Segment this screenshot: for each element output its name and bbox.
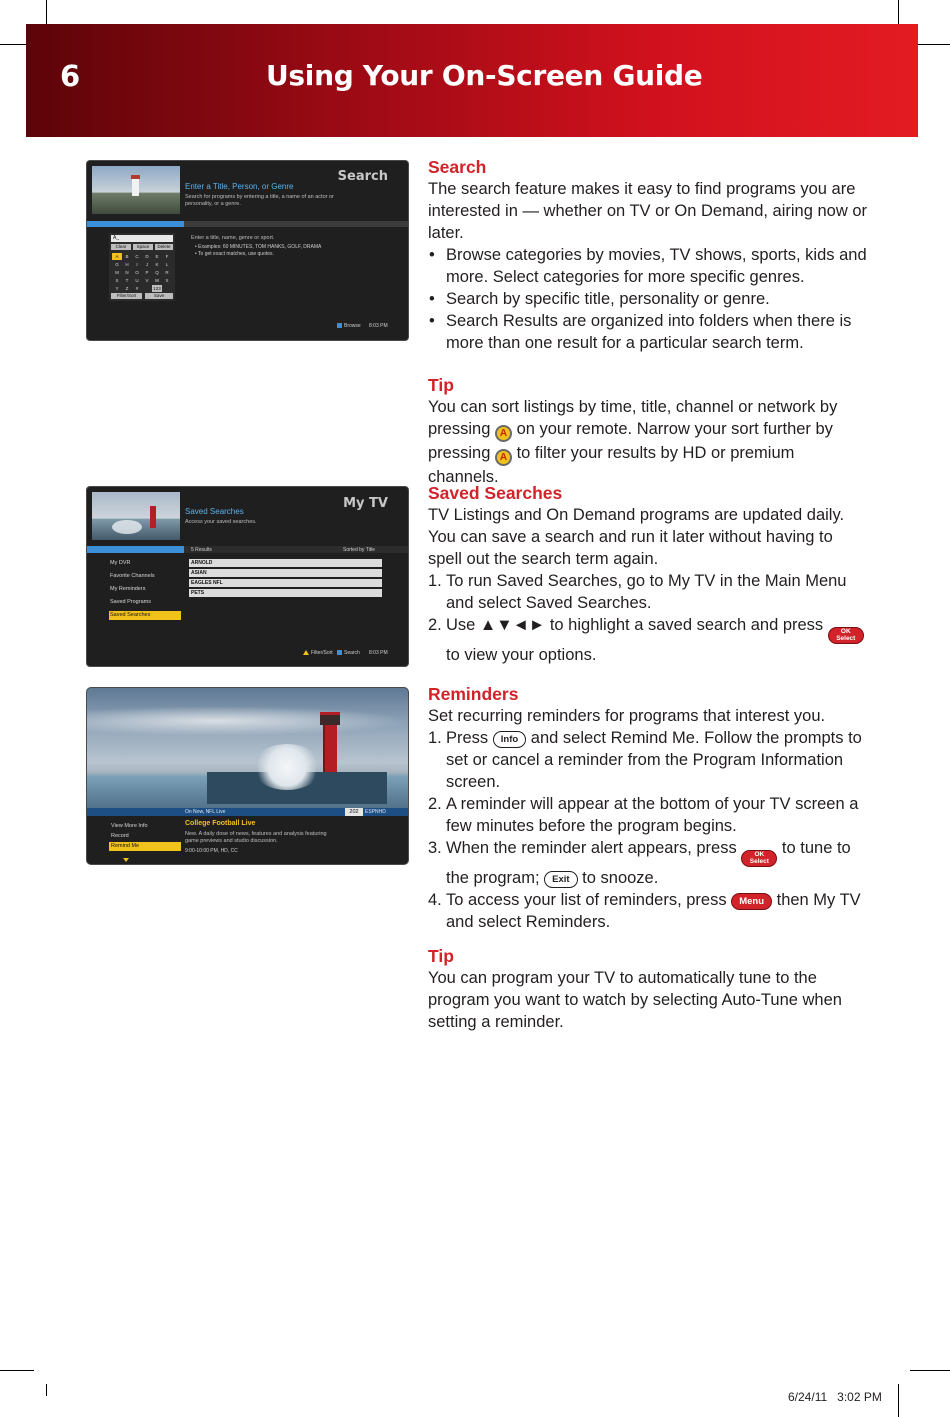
tip-text: You can sort listings by time, title, channel or network by pressing (428, 398, 838, 438)
keyboard-key[interactable]: D (145, 254, 149, 259)
step-text: and select Remind Me. Follow the prompts to set or cancel a reminder from the Program Information screen. (446, 729, 862, 791)
select-label: Select (749, 858, 769, 865)
chevron-down-icon (123, 858, 129, 862)
keyboard-key[interactable]: Q (155, 270, 159, 275)
mytv-menu-item[interactable]: My DVR (110, 560, 131, 566)
crop-mark (898, 1384, 899, 1417)
saved-searches-section (428, 482, 868, 666)
search-input[interactable]: A_ (111, 235, 173, 242)
saved-searches-heading-text: Saved Searches (428, 483, 563, 503)
progress-fill (87, 546, 184, 553)
reminder-menu-item[interactable]: View More Info (111, 823, 148, 829)
ok-label: OK (840, 628, 851, 635)
keyboard-key[interactable]: M (115, 270, 119, 275)
tip-heading: Tip (428, 946, 454, 966)
saved-searches-description: Access your saved searches. (185, 519, 257, 525)
step-text: A reminder will appear at the bottom of your TV screen a few minutes before the program begins. (446, 795, 859, 835)
keyboard-key[interactable]: A (112, 253, 122, 260)
progress-track (87, 221, 409, 227)
search-bullet: • Search Results are organized into folders when there is more than one result for a particular search term. (428, 310, 868, 354)
keyboard-key[interactable]: T (125, 278, 129, 283)
channel-number: 202 (345, 808, 363, 816)
exit-button-icon: Exit (544, 871, 577, 888)
keyboard-key[interactable]: G (115, 262, 119, 267)
show-time: 9:00-10:00 PM, HD, CC (185, 848, 238, 854)
keyboard-controls (111, 244, 173, 250)
select-label: Select (836, 635, 856, 642)
mytv-menu-item[interactable]: My Reminders (110, 586, 146, 592)
mytv-screen-title: My TV (343, 496, 388, 511)
lighthouse-photo (87, 688, 409, 808)
crop-mark (898, 0, 899, 26)
keyboard-key[interactable]: Y (115, 286, 119, 291)
keyboard-actions (111, 293, 173, 299)
step-text: To access your list of reminders, press (446, 890, 727, 909)
keyboard-key[interactable] (142, 285, 152, 292)
lighthouse-wave-thumbnail (92, 492, 180, 540)
clear-button[interactable]: Clear (111, 244, 131, 250)
search-example: • Examples: 60 MINUTES, TOM HANKS, GOLF, DRAMA (195, 244, 322, 250)
search-screen (86, 160, 409, 341)
tip-heading: Tip (428, 375, 454, 395)
step-number: 4. (428, 890, 442, 909)
keyboard-key[interactable]: J (145, 262, 149, 267)
keyboard-key[interactable]: I (136, 262, 138, 267)
crop-mark (0, 1370, 34, 1371)
now-playing-label: On Now, NFL Live (185, 809, 226, 815)
crop-mark (46, 0, 47, 26)
mytv-menu-item[interactable]: Favorite Channels (110, 573, 155, 579)
search-section (428, 156, 868, 354)
keyboard-key[interactable]: U (135, 278, 139, 283)
keyboard-key[interactable]: K (155, 262, 159, 267)
keyboard-key[interactable]: H (125, 262, 129, 267)
crop-mark (910, 1370, 950, 1371)
tip-section (428, 374, 868, 488)
reminders-section (428, 683, 868, 933)
search-heading-text: Search (428, 157, 487, 177)
key-row (112, 285, 174, 293)
keyboard-key[interactable]: F (165, 254, 169, 259)
mytv-menu-item[interactable]: Saved Searches (109, 611, 181, 620)
saved-search-row[interactable]: EAGLES NFL (189, 579, 382, 587)
clock-time: 8:03 PM (369, 650, 388, 656)
saved-search-list (189, 559, 382, 599)
tip-section (428, 945, 868, 1033)
reminder-step (428, 727, 868, 793)
clock-time: 8:03 PM (369, 323, 388, 329)
now-playing-strip (87, 808, 409, 816)
a-button-icon: A (495, 425, 512, 442)
lighthouse-lamp (320, 712, 340, 725)
show-title: College Football Live (185, 820, 256, 827)
search-bullet: • Search by specific title, personality or genre. (428, 288, 868, 310)
keyboard-key[interactable]: 123 (153, 286, 161, 291)
ok-label: OK (754, 851, 765, 858)
network-name: ESPNHD (365, 809, 386, 815)
a-button-icon (303, 650, 309, 655)
results-count: 5 Results (191, 547, 212, 553)
reminder-menu (109, 822, 181, 851)
reminder-step (428, 837, 868, 889)
keyboard-key[interactable]: R (165, 270, 169, 275)
key-grid (112, 253, 174, 293)
step-text: Press (446, 729, 489, 747)
keyboard-key[interactable]: V (145, 278, 149, 283)
keyboard-key[interactable]: Z (125, 286, 129, 291)
reminder-screen (86, 687, 409, 865)
saved-intro: TV Listings and On Demand programs are updated daily. You can save a search and run it later without having to spell out the search term again. (428, 506, 845, 568)
key-row (112, 261, 174, 269)
wave-splash (252, 744, 322, 790)
keyboard-key[interactable]: W (154, 278, 160, 283)
filter-sort-label: Filter/Sort (311, 650, 333, 656)
step-text: To run Saved Searches, go to My TV in the Main Menu and select Saved Searches. (446, 572, 847, 612)
delete-button[interactable]: Delete (155, 244, 173, 250)
step-text: then My TV and select Reminders. (446, 890, 861, 931)
mytv-menu-item[interactable]: Saved Programs (110, 599, 151, 605)
tip-body (428, 396, 868, 488)
keyboard-key[interactable]: N (125, 270, 129, 275)
page-title: Using Your On-Screen Guide (266, 59, 703, 92)
step-number: 1. (428, 729, 442, 747)
space-button[interactable]: Space (133, 244, 153, 250)
keyboard-key[interactable]: L (165, 262, 169, 267)
mytv-menu (109, 559, 181, 620)
mytv-screen (86, 486, 409, 667)
show-description: New. A daily dose of news, features and analysis featuring game previews and studio discussion. (185, 831, 327, 844)
step-text: to view your options. (446, 645, 597, 664)
keyboard-key[interactable]: S (115, 278, 119, 283)
step-number: 2. (428, 616, 442, 634)
step-number: 3. (428, 839, 442, 857)
keyboard-key[interactable]: O (135, 270, 139, 275)
ok-select-button-icon (741, 850, 777, 867)
step-text: Use ▲▼◄► to highlight a saved search and press (446, 616, 824, 634)
key-row (112, 277, 174, 285)
results-bar (87, 546, 409, 553)
step-text: to snooze. (582, 868, 659, 887)
step-number: 1. (428, 572, 442, 590)
tip-body: You can program your TV to automatically tune to the program you want to watch by selecting Auto-Tune when setting a reminder. (428, 969, 842, 1031)
search-heading: Enter a Title, Person, or Genre (185, 182, 294, 191)
search-label: Search (344, 650, 360, 656)
lighthouse-thumbnail (92, 166, 180, 214)
step-number: 2. (428, 795, 442, 813)
print-timestamp: 6/24/11 3:02 PM (788, 1390, 882, 1404)
browse-icon (337, 323, 342, 328)
reminder-menu-item[interactable]: Record (111, 833, 129, 839)
search-bullet: • Browse categories by movies, TV shows, sports, kids and more. Select categories for more specific genres. (428, 244, 868, 288)
keyboard-key[interactable]: X (165, 278, 169, 283)
page-number: 6 (60, 59, 81, 93)
keyboard-key[interactable]: B (125, 254, 129, 259)
saved-searches-heading: Saved Searches (185, 507, 244, 516)
search-hint: Enter a title, name, genre or sport. (191, 235, 275, 241)
step-text: When the reminder alert appears, press (446, 839, 737, 857)
saved-step (428, 614, 868, 666)
sort-indicator: Sorted by Title (343, 547, 375, 553)
key-row (112, 269, 174, 277)
reminders-intro: Set recurring reminders for programs that interest you. (428, 707, 826, 725)
tip-text: on your remote. Narrow your sort further by pressing (428, 420, 833, 462)
keyboard-key[interactable]: C (135, 254, 139, 259)
saved-search-row[interactable]: ASIAN (189, 569, 382, 577)
search-screen-title: Search (337, 169, 388, 184)
keyboard-key[interactable]: # (135, 286, 139, 291)
reminder-menu-item[interactable]: Remind Me (109, 842, 181, 851)
a-button-icon: A (495, 449, 512, 466)
saved-search-row[interactable]: ARNOLD (189, 559, 382, 567)
keyboard-key[interactable]: P (145, 270, 149, 275)
keyboard-key[interactable] (162, 285, 172, 292)
filter-sort-button[interactable]: Filter/Sort (111, 293, 142, 299)
on-screen-keyboard (109, 233, 175, 301)
search-example: • To get exact matches, use quotes. (195, 251, 274, 257)
saved-search-row[interactable]: PETS (189, 589, 382, 597)
saved-step (428, 570, 868, 614)
browse-label: Browse (344, 323, 361, 329)
step-text: to tune to the program; (446, 839, 851, 887)
info-button-icon: Info (493, 731, 526, 748)
ok-select-button-icon (828, 627, 864, 644)
reminders-heading: Reminders (428, 684, 519, 704)
reminder-step (428, 793, 868, 837)
search-intro: The search feature makes it easy to find programs you are interested in — whether on TV or On Demand, airing now or later. (428, 180, 867, 242)
keyboard-key[interactable]: E (155, 254, 159, 259)
progress-fill (87, 221, 184, 227)
reminder-step (428, 889, 868, 933)
key-row (112, 253, 174, 261)
search-description: Search for programs by entering a title, a name of an actor or personality, or a genre. (185, 194, 334, 207)
tip-text: to filter your results by HD or premium channels. (428, 444, 795, 486)
menu-button-icon: Menu (731, 893, 772, 910)
crop-mark (46, 1384, 47, 1396)
search-icon (337, 650, 342, 655)
save-button[interactable]: Save (145, 293, 173, 299)
